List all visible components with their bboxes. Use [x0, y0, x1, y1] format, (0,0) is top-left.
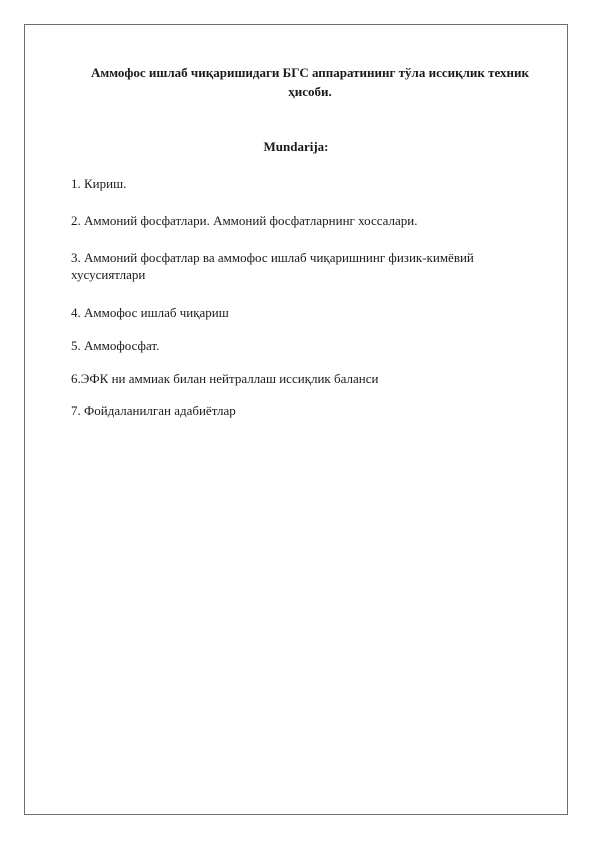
toc-heading: Mundarija: [263, 139, 329, 154]
toc-item: 4. Аммофос ишлаб чиқариш [71, 305, 229, 320]
toc-item: 1. Кириш. [71, 176, 127, 191]
document-title: Аммофос ишлаб чиқаришидаги БГС аппаратининг тўла иссиқлик техник ҳисоби. [90, 65, 530, 99]
toc-item: 2. Аммоний фосфатлари. Аммоний фосфатларнинг хоссалари. [71, 213, 418, 228]
toc-item: 7. Фойдаланилган адабиётлар [71, 403, 236, 418]
toc-item: 3. Аммоний фосфатлар ва аммофос ишлаб чиқаришнинг физик-кимёвий хусусиятлари [71, 250, 474, 282]
toc-item: 6.ЭФК ни аммиак билан нейтраллаш иссиқлик баланси [71, 371, 379, 386]
toc-item: 5. Аммофосфат. [71, 338, 160, 353]
